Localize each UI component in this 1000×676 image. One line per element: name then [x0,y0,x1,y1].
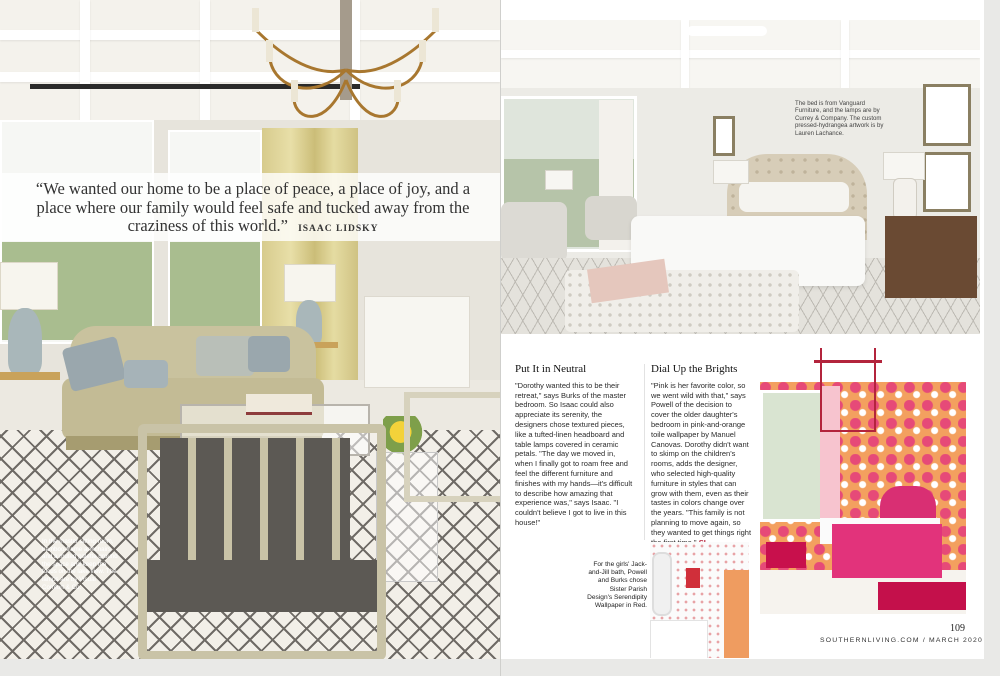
candle [394,80,401,102]
vanity [650,620,708,658]
pressed-hydrangea-art [923,152,971,212]
bath-caption: For the girls' Jack-and-Jill bath, Powell and Burks chose Sister Parish Design's Serendipity Wallpaper in Red. [587,561,647,610]
pressed-hydrangea-art [923,84,971,146]
section-body: "Dorothy wanted this to be their retreat," says Burks of the master bedroom. So Isaac could also appreciate its serenity, the designers chose textured pieces, like a tufted-linen headboard and table lamps covered in ceramic petals. "The day we moved in, when I finally got to roam free and feel the different furniture and finishes with my hands—it's difficult to describe how amazing that experience was," says Isaac. "I couldn't believe I got to live in this house!" [515,380,633,527]
candle [252,8,259,32]
red-lantern [686,568,700,588]
pull-quote-attribution: ISAAC LIDSKY [298,224,379,234]
section-brights [651,365,752,547]
candle [419,40,426,62]
throw-pillow [248,336,290,372]
page-number: 109 [950,623,965,634]
chandelier-column [340,0,352,100]
master-bedroom-photo [501,20,980,334]
ceiling-fan [687,26,767,36]
girls-bedroom-photo [760,346,966,614]
pull-quote [18,180,488,239]
side-table [0,372,60,380]
magazine-footer: SOUTHERNLIVING.COM / MARCH 2020 [820,637,983,644]
pink-bed [832,524,942,578]
orange-wallpaper [724,570,749,658]
jack-and-jill-bath-photo [650,542,749,658]
ceiling-beam [80,0,90,120]
pink-ottoman [878,582,966,610]
petal-lamp-base [893,178,917,220]
section-heading: Dial Up the Brights [651,363,738,375]
lamp-shade [284,264,336,302]
lake-view [170,242,260,330]
candle [266,40,273,62]
pink-bench [766,542,806,568]
candle [432,8,439,32]
bamboo-armchair [138,424,386,659]
pull-quote-text: “We wanted our home to be a place of peace, a place of joy, and a place where our family would feel safe and tucked away from the craziness of this world.” [35,179,471,235]
candle [291,80,298,102]
lamp-base [8,308,42,374]
lamp-shade [883,152,925,180]
mirror [652,552,672,616]
throw-pillow [196,336,254,376]
nightstand [885,216,977,298]
lamp-shade [713,160,749,184]
bed-pillows [739,182,849,212]
section-body: "Pink is her favorite color, so we went wild with that," says Powell of the decision to cover the older daughter's bedroom in pink-and-orange toile wallpaper by Manuel Canovas. Dorothy didn't want to skimp on the children's rooms, adds the designer, who selected high-quality furniture in styles that can grow with them, even as their tastes in colors change over the years. "This family is not planning to move again, so they wanted to get things right [651,380,752,537]
ceiling-beam [841,20,849,88]
pagoda-lantern [820,348,876,432]
framed-art [713,116,735,156]
section-neutral [515,365,633,528]
ceiling [501,20,980,88]
sitting-room-caption: In the master sitting room, bamboo-frame armchairs and a muted palette ground the space and keep the focus on the lake view. The lamps are by Visual Comfort & Co. [42,538,118,591]
armchair [585,196,637,240]
chandelier [236,0,456,170]
lamp-shade [545,170,573,190]
armchair [501,202,567,262]
lamp-shade [0,262,58,310]
throw-pillow [124,360,168,388]
section-heading: Put It in Neutral [515,363,587,375]
column-rule [644,364,645,540]
bedroom-caption: The bed is from Vanguard Furniture, and the lamps are by Currey & Company. The custom pressed-hydrangea artwork is by Lauren Lachance. [795,100,884,137]
background-bed [364,296,470,388]
book-stack [246,394,312,415]
window [760,390,826,522]
bamboo-armchair-right [404,392,500,502]
ceiling-beam [200,0,210,120]
ceiling-beam [501,50,980,58]
